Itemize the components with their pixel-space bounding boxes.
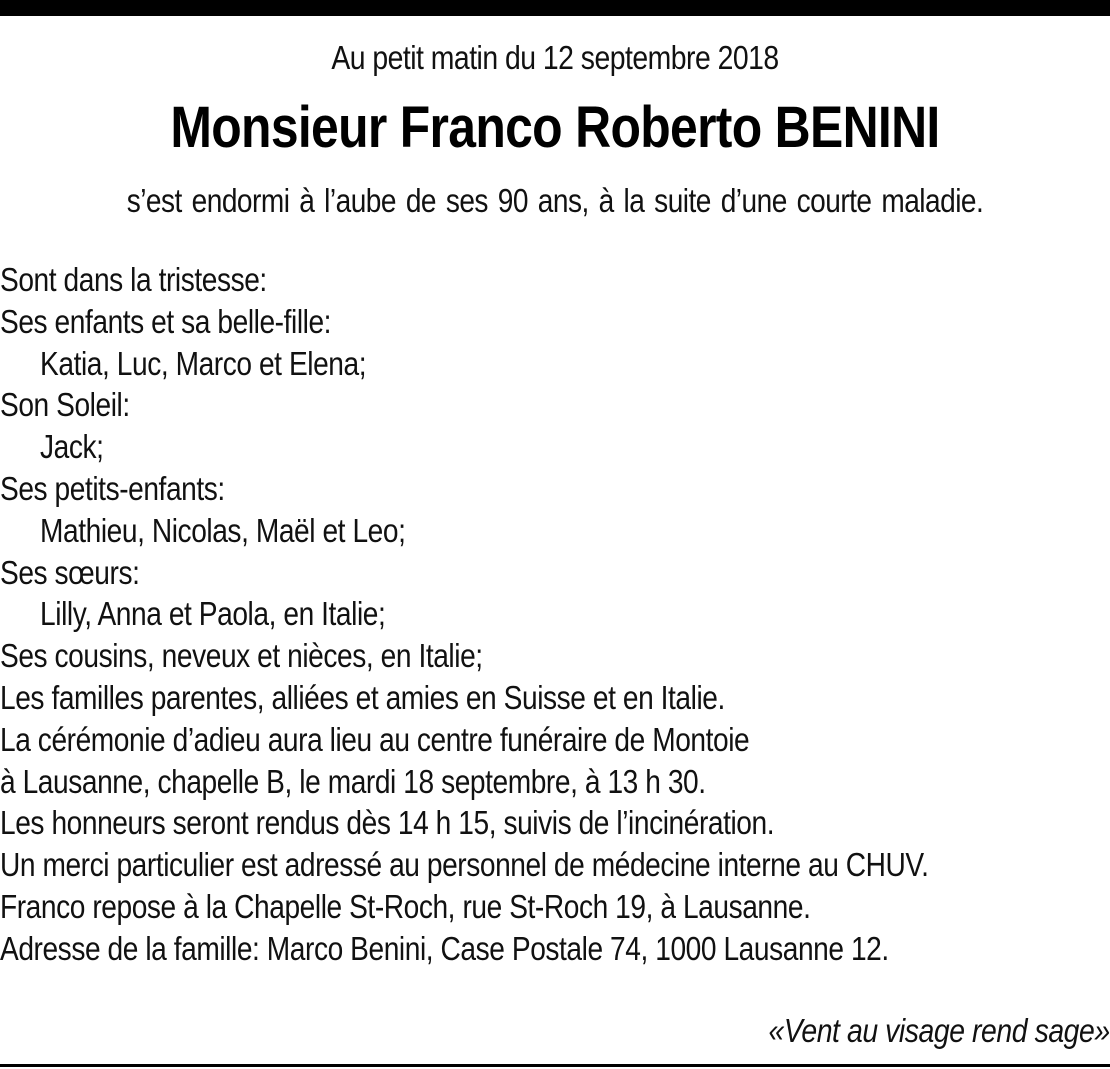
bottom-border-rule [0, 1064, 1110, 1067]
body-line: La cérémonie d’adieu aura lieu au centre funéraire de Montoie [0, 720, 750, 758]
body-line: Ses cousins, neveux et nièces, en Italie; [0, 637, 483, 675]
body-line: Franco repose à la Chapelle St-Roch, rue St-Roch 19, à Lausanne. [0, 887, 811, 925]
body-line-indented: Jack; [40, 428, 104, 466]
body-line: Sont dans la tristesse: [0, 261, 267, 298]
body-line: Adresse de la famille: Marco Benini, Case Postale 74, 1000 Lausanne 12. [0, 929, 889, 967]
body-line: Ses enfants et sa belle-fille: [0, 302, 332, 340]
body-line-indented: Mathieu, Nicolas, Maël et Leo; [40, 511, 406, 549]
top-border-rule [0, 0, 1110, 16]
notice-subline: s’est endormi à l’aube de ses 90 ans, à la suite d’une courte maladie. [126, 182, 984, 219]
notice-date-line: Au petit matin du 12 septembre 2018 [331, 39, 779, 76]
body-line-indented: Katia, Luc, Marco et Elena; [40, 344, 367, 382]
body-line: Les familles parentes, alliées et amies en Suisse et en Italie. [0, 678, 725, 716]
closing-motto: «Vent au visage rend sage» [768, 1012, 1110, 1049]
body-line: Un merci particulier est adressé au personnel de médecine interne au CHUV. [0, 846, 929, 884]
body-line: à Lausanne, chapelle B, le mardi 18 septembre, à 13 h 30. [0, 762, 706, 800]
body-line: Ses petits-enfants: [0, 469, 225, 507]
notice-body [0, 259, 1108, 970]
body-line: Son Soleil: [0, 386, 130, 424]
body-line: Ses sœurs: [0, 553, 140, 591]
body-line: Les honneurs seront rendus dès 14 h 15, suivis de l’incinération. [0, 804, 775, 842]
deceased-name-heading: Monsieur Franco Roberto BENINI [170, 95, 940, 160]
body-line-indented: Lilly, Anna et Paola, en Italie; [40, 595, 386, 633]
